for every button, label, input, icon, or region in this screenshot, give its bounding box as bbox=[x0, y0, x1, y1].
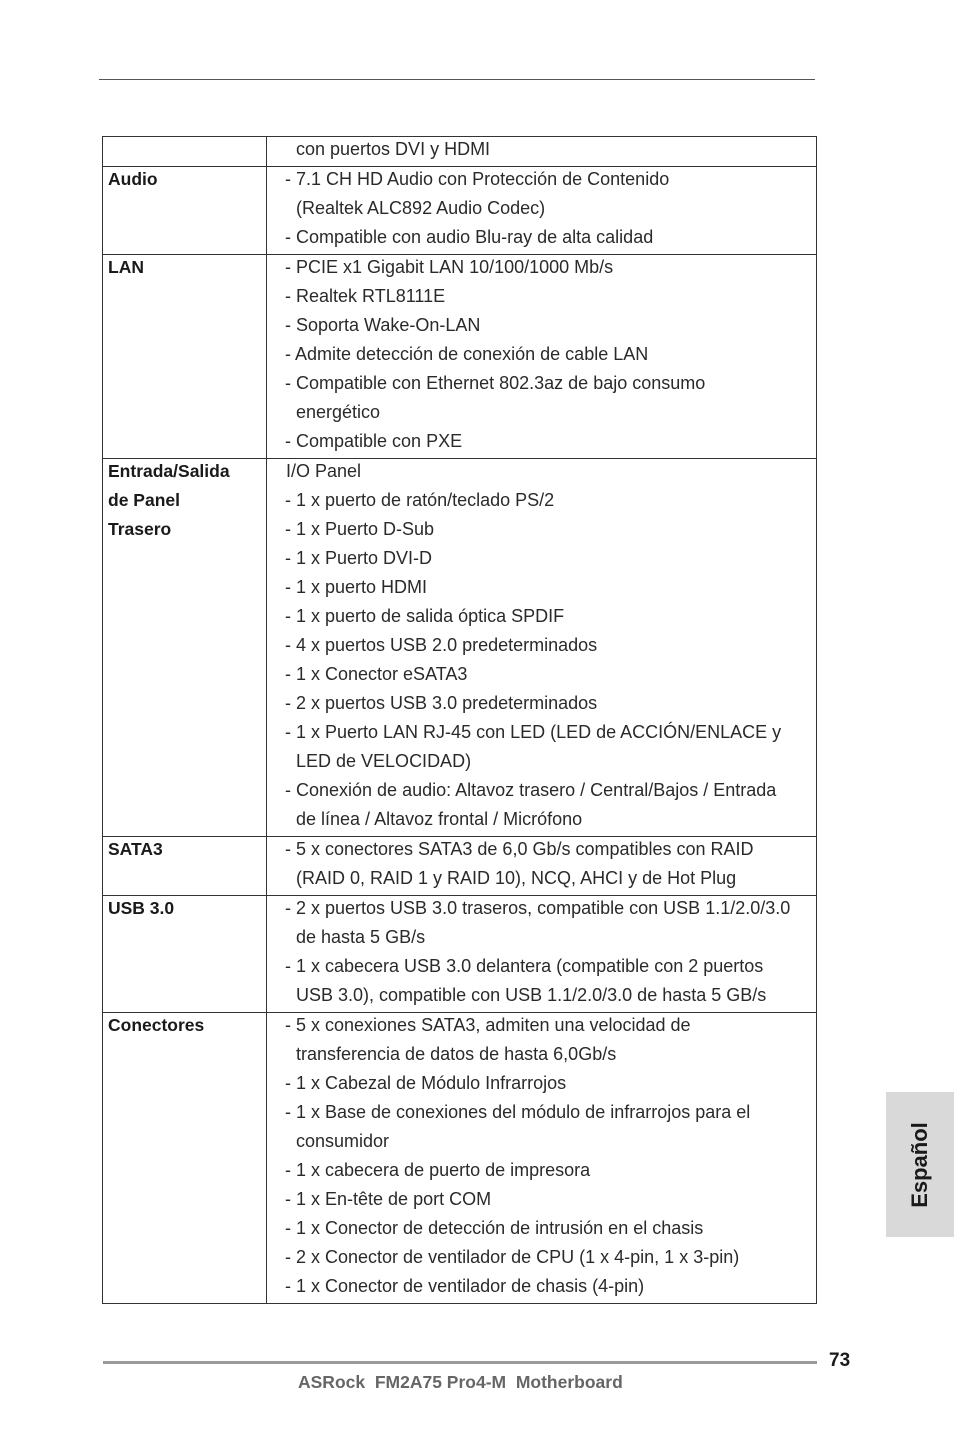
spec-line: transferencia de datos de hasta 6,0Gb/s bbox=[296, 1044, 617, 1064]
spec-line: - Compatible con audio Blu-ray de alta calidad bbox=[285, 227, 654, 247]
spec-label bbox=[103, 837, 267, 895]
spec-line: - 1 x Puerto LAN RJ-45 con LED (LED de ACCIÓN/ENLACE y bbox=[285, 722, 782, 742]
spec-label-line: USB 3.0 bbox=[108, 898, 175, 918]
spec-table bbox=[102, 136, 817, 1304]
footer-rule bbox=[103, 1361, 817, 1364]
header-rule bbox=[99, 79, 815, 80]
spec-label bbox=[103, 137, 267, 166]
spec-value bbox=[267, 459, 816, 836]
spec-line: - Realtek RTL8111E bbox=[285, 286, 446, 306]
spec-line: - 7.1 CH HD Audio con Protección de Contenido bbox=[285, 169, 670, 189]
spec-line: - Conexión de audio: Altavoz trasero / Central/Bajos / Entrada bbox=[285, 780, 777, 800]
spec-line: consumidor bbox=[296, 1131, 390, 1151]
spec-line: - 4 x puertos USB 2.0 predeterminados bbox=[285, 635, 598, 655]
spec-line: - 2 x puertos USB 3.0 traseros, compatible con USB 1.1/2.0/3.0 bbox=[285, 898, 791, 918]
spec-value bbox=[267, 837, 816, 895]
spec-row bbox=[103, 836, 816, 895]
spec-line: - 1 x puerto HDMI bbox=[285, 577, 428, 597]
spec-label bbox=[103, 167, 267, 254]
spec-label-line: Audio bbox=[108, 169, 158, 189]
spec-label-line: de Panel bbox=[108, 490, 180, 510]
spec-line: - 1 x puerto de ratón/teclado PS/2 bbox=[285, 490, 555, 510]
spec-line: USB 3.0), compatible con USB 1.1/2.0/3.0 de hasta 5 GB/s bbox=[296, 985, 767, 1005]
spec-line: - PCIE x1 Gigabit LAN 10/100/1000 Mb/s bbox=[285, 257, 614, 277]
spec-line: - 1 x Puerto D-Sub bbox=[285, 519, 435, 539]
spec-label bbox=[103, 459, 267, 836]
spec-line: - 1 x cabecera USB 3.0 delantera (compatible con 2 puertos bbox=[285, 956, 764, 976]
language-tab bbox=[886, 1092, 954, 1237]
spec-line: I/O Panel bbox=[286, 461, 362, 481]
spec-line: - 1 x Puerto DVI-D bbox=[285, 548, 433, 568]
spec-row bbox=[103, 895, 816, 1012]
language-tab-label: Español bbox=[907, 1121, 932, 1208]
spec-line: - 2 x Conector de ventilador de CPU (1 x 4-pin, 1 x 3-pin) bbox=[285, 1247, 740, 1267]
spec-line: - 1 x Conector de ventilador de chasis (4-pin) bbox=[285, 1276, 645, 1296]
spec-value bbox=[267, 255, 816, 458]
spec-line: - 5 x conectores SATA3 de 6,0 Gb/s compatibles con RAID bbox=[285, 839, 754, 859]
spec-label bbox=[103, 896, 267, 1012]
spec-line: - Admite detección de conexión de cable LAN bbox=[285, 344, 649, 364]
spec-label-line: Trasero bbox=[108, 519, 172, 539]
spec-line: - Compatible con PXE bbox=[285, 431, 463, 451]
spec-label-line: Entrada/Salida bbox=[108, 461, 230, 481]
spec-line: - 5 x conexiones SATA3, admiten una velocidad de bbox=[285, 1015, 691, 1035]
spec-line: - 1 x Conector eSATA3 bbox=[285, 664, 468, 684]
spec-line: - Compatible con Ethernet 802.3az de bajo consumo bbox=[285, 373, 706, 393]
spec-label-line: SATA3 bbox=[108, 839, 163, 859]
spec-line: - 1 x puerto de salida óptica SPDIF bbox=[285, 606, 565, 626]
spec-label-line: Conectores bbox=[108, 1015, 205, 1035]
spec-line: LED de VELOCIDAD) bbox=[296, 751, 472, 771]
spec-value bbox=[267, 137, 816, 166]
spec-line: de hasta 5 GB/s bbox=[296, 927, 426, 947]
footer-title: ASRock FM2A75 Pro4-M Motherboard bbox=[298, 1372, 623, 1392]
spec-label bbox=[103, 255, 267, 458]
spec-line: (RAID 0, RAID 1 y RAID 10), NCQ, AHCI y de Hot Plug bbox=[296, 868, 737, 888]
spec-label bbox=[103, 1013, 267, 1303]
spec-value bbox=[267, 896, 816, 1012]
spec-row bbox=[103, 254, 816, 458]
spec-label-line: LAN bbox=[108, 257, 144, 277]
spec-value bbox=[267, 167, 816, 254]
spec-line: - 1 x En-tête de port COM bbox=[285, 1189, 492, 1209]
spec-line: de línea / Altavoz frontal / Micrófono bbox=[296, 809, 583, 829]
spec-line: - 1 x Base de conexiones del módulo de infrarrojos para el bbox=[285, 1102, 751, 1122]
spec-line: - 1 x Cabezal de Módulo Infrarrojos bbox=[285, 1073, 567, 1093]
spec-row bbox=[103, 1012, 816, 1303]
spec-line: - 2 x puertos USB 3.0 predeterminados bbox=[285, 693, 598, 713]
spec-line: - 1 x Conector de detección de intrusión en el chasis bbox=[285, 1218, 704, 1238]
spec-line: energético bbox=[296, 402, 381, 422]
spec-row bbox=[103, 137, 816, 166]
spec-line: - 1 x cabecera de puerto de impresora bbox=[285, 1160, 591, 1180]
spec-line: - Soporta Wake-On-LAN bbox=[285, 315, 481, 335]
spec-line: con puertos DVI y HDMI bbox=[296, 139, 491, 159]
spec-row bbox=[103, 166, 816, 254]
page-number: 73 bbox=[829, 1350, 851, 1371]
spec-line: (Realtek ALC892 Audio Codec) bbox=[296, 198, 546, 218]
spec-value bbox=[267, 1013, 816, 1303]
spec-row bbox=[103, 458, 816, 836]
